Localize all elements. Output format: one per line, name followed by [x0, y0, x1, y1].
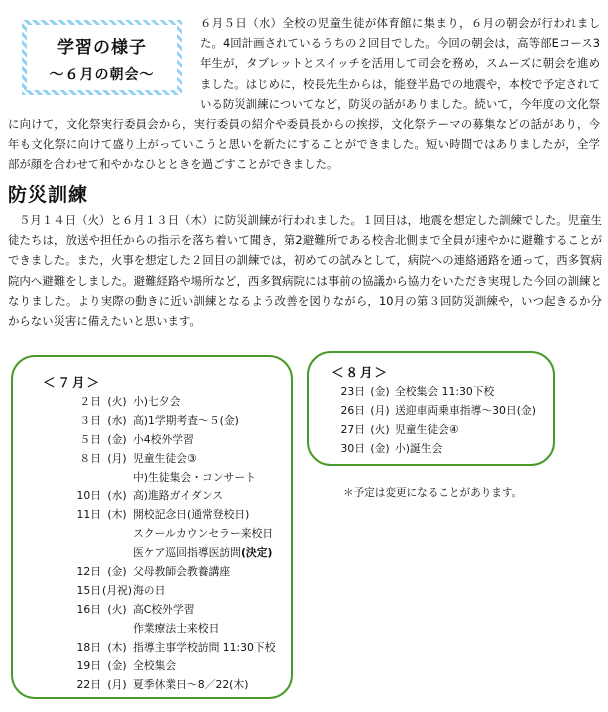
- event-weekday: (木): [107, 508, 127, 522]
- schedule-item: [319, 402, 536, 421]
- event-text: 父母教師会教養講座: [133, 565, 231, 579]
- page-title: 学習の様子: [57, 38, 147, 58]
- august-event-list: [319, 383, 536, 459]
- event-text: 高C校外学習: [133, 602, 195, 616]
- event-weekday: (金): [370, 385, 390, 398]
- event-date: 16日: [76, 602, 101, 616]
- schedule-item: [43, 544, 276, 563]
- page-subtitle: ～６月の朝会～: [49, 67, 155, 83]
- event-weekday: (水): [107, 489, 127, 503]
- event-text: 高)進路ガイダンス: [133, 489, 224, 503]
- event-date: 26日: [340, 403, 365, 417]
- event-weekday: (月): [107, 451, 127, 465]
- event-text: 指導主事学校訪問 11:30下校: [133, 640, 276, 654]
- schedule-item: [43, 601, 276, 620]
- event-weekday: (火): [107, 602, 127, 616]
- schedule-item: [43, 431, 276, 450]
- event-date: 27日: [340, 422, 365, 436]
- event-text: 全校集会 11:30下校: [395, 385, 495, 398]
- event-text: 小4校外学習: [133, 432, 194, 446]
- event-text: 送迎車両乗車指導～30日(金): [395, 403, 536, 417]
- event-text: 作業療法士来校日: [133, 621, 220, 635]
- event-date: ２日: [79, 395, 101, 408]
- event-date: 10日: [76, 489, 101, 503]
- event-text: 小)誕生会: [395, 441, 443, 455]
- event-text: 医ケア巡回指導医訪問: [133, 546, 241, 560]
- schedule-item: [319, 383, 536, 402]
- schedule-item: [43, 620, 276, 639]
- event-weekday: (月祝): [101, 583, 133, 597]
- event-date: ８日: [79, 451, 101, 465]
- event-date: ５日: [79, 432, 101, 446]
- schedule-item: [319, 440, 536, 459]
- august-heading: ＜８月＞: [331, 365, 390, 380]
- event-text: 夏季休業日～8／22(木): [133, 678, 249, 692]
- event-weekday: (月): [107, 678, 127, 692]
- drill-paragraph: ５月１４日（火）と６月１３日（木）に防災訓練が行われました。１回目は，地震を想定した訓練でした。児童生徒たちは，放送や担任からの指示を落ち着いて聞き，第2避難所である校舎北側まで全員が速やかに避難することができました。また，火事を想定した２回目の訓練では，初めての試みとして，病院への連絡通路を通って，西多賀病院内へ避難をしました。避難経路や場所など，西多賀病院には事前の協議から協力をいただき実現した今回の訓練となりました。より実際の動きに近い訓練となるよう改善を図りながら，10月の第３回防災訓練や，いつ起きるか分からない災害に備えたいと思います。: [8, 213, 602, 329]
- event-weekday: (木): [107, 640, 127, 654]
- event-text: スクールカウンセラー来校日: [133, 527, 274, 541]
- event-weekday: (金): [107, 432, 127, 446]
- event-text: 高)1学期考査～５(金): [133, 413, 239, 427]
- event-weekday: (月): [370, 403, 390, 417]
- schedule-item: [43, 582, 276, 601]
- event-date: 19日: [76, 659, 101, 673]
- event-date: 11日: [76, 508, 101, 522]
- event-weekday: (火): [370, 422, 390, 436]
- event-weekday: (水): [107, 413, 127, 427]
- event-weekday: (金): [107, 565, 127, 579]
- event-date: 12日: [76, 565, 101, 579]
- july-event-list: [43, 393, 276, 695]
- event-text: 児童生徒会④: [395, 422, 459, 436]
- event-text: 開校記念日(通常登校日): [133, 508, 250, 522]
- title-box: [22, 20, 182, 95]
- event-text: 海の日: [133, 583, 166, 597]
- schedule-item: [43, 450, 276, 469]
- july-heading: ＜７月＞: [43, 375, 102, 390]
- event-text: 小)七夕会: [133, 395, 181, 408]
- schedule-note: ＊予定は変更になることがあります。: [343, 487, 523, 499]
- event-weekday: (火): [107, 395, 127, 408]
- schedule-item: [43, 563, 276, 582]
- event-date: ３日: [79, 413, 101, 427]
- event-date: 30日: [340, 441, 365, 455]
- event-date: 23日: [340, 385, 365, 398]
- intro-text: ６月５日（水）全校の児童生徒が体育館に集まり，６月の朝会が行われました。4回計画されているうちの２回目でした。今回の朝会は，高等部Eコース3年生が，タブレットとスイッチを活用して司会を務め，スムーズに朝会を進めました。はじめに，校長先生からは，能登半島での地震や，本校で予定されている防災訓練についてなど，防災の話がありました。続いて，今年度の文化祭に向けて，文化祭実行委員会から，実行委員の紹介や委員長からの挨拶，文化祭テーマの募集などの話があり，今年も文化祭に向けて盛り上がっていこうと思いを新たにすることができました。短い時間ではありましたが，全学部が顔を合わせて和やかなひとときを過ごすことができました。: [8, 16, 600, 172]
- schedule-item: [319, 421, 536, 440]
- event-weekday: (金): [370, 441, 390, 455]
- schedule-item: [43, 506, 276, 525]
- event-date: 22日: [76, 678, 101, 692]
- july-schedule-box: [11, 355, 293, 699]
- schedule-item: [43, 469, 276, 488]
- schedule-item: [43, 487, 276, 506]
- event-date: 18日: [76, 640, 101, 654]
- event-emphasis: (決定): [240, 546, 273, 560]
- schedule-item: [43, 525, 276, 544]
- event-text: 中)生徒集会・コンサート: [133, 470, 256, 484]
- event-text: 児童生徒会③: [133, 451, 197, 465]
- schedule-item: [43, 412, 276, 431]
- schedule-item: [43, 639, 276, 658]
- august-schedule-box: [307, 351, 555, 466]
- event-weekday: (金): [107, 659, 127, 673]
- schedule-item: [43, 676, 276, 695]
- drill-heading: 防災訓練: [8, 184, 89, 206]
- event-date: 15日: [76, 583, 101, 597]
- schedule-item: [43, 657, 276, 676]
- schedule-item: [43, 393, 276, 412]
- event-text: 全校集会: [133, 659, 177, 673]
